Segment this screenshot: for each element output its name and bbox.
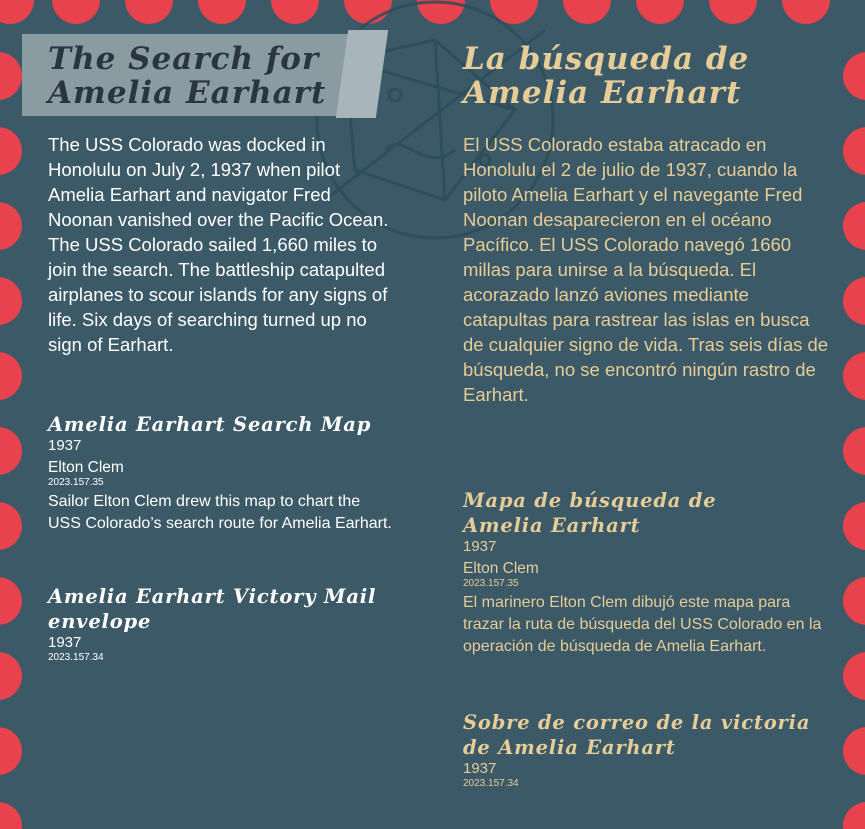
english-title: The Search for Amelia Earhart	[48, 41, 327, 111]
item-accession-number: 2023.157.34	[463, 778, 519, 789]
item-artist: Elton Clem	[463, 560, 539, 577]
item-title: Amelia Earhart Search Map	[48, 413, 372, 436]
spanish-item-envelope	[463, 710, 833, 790]
spanish-item-search-map	[463, 488, 833, 658]
item-artist: Elton Clem	[48, 459, 124, 476]
item-year: 1937	[48, 634, 82, 651]
item-title: Sobre de correo de la victoria de Amelia Earhart	[463, 711, 811, 759]
spanish-body-text: El USS Colorado estaba atracado en Honolulu el 2 de julio de 1937, cuando la piloto Amelia Earhart y el navegante Fred Noonan desaparecieron en el océano Pacífico. El USS Colorado navegó 1660 millas para unirse a la búsqueda. El acorazado lanzó aviones mediante catapultas para rastrear las islas en busca de cualquier signo de vida. Tras seis días de búsqueda, no se encontró ningún rastro de Earhart.	[463, 134, 829, 405]
english-body-text: The USS Colorado was docked in Honolulu on July 2, 1937 when pilot Amelia Earhart and navigator Fred Noonan vanished over the Pacific Ocean. The USS Colorado sailed 1,660 miles to join the search. The battleship catapulted airplanes to scour islands for any signs of life. Six days of searching turned up no sign of Earhart.	[48, 134, 389, 355]
item-year: 1937	[463, 538, 497, 555]
item-title: Mapa de búsqueda de Amelia Earhart	[463, 489, 717, 537]
item-year: 1937	[463, 760, 497, 777]
english-item-envelope	[48, 584, 378, 664]
item-description: Sailor Elton Clem drew this map to chart the USS Colorado’s search route for Amelia Earhart.	[48, 493, 392, 532]
item-accession-number: 2023.157.35	[48, 477, 104, 488]
item-title: Amelia Earhart Victory Mail envelope	[48, 585, 377, 633]
item-accession-number: 2023.157.34	[48, 652, 104, 663]
item-description: El marinero Elton Clem dibujó este mapa para trazar la ruta de búsqueda del USS Colorado en la operación de búsqueda de Amelia Earhart.	[463, 594, 822, 655]
item-accession-number: 2023.157.35	[463, 578, 519, 589]
english-item-search-map	[48, 412, 393, 535]
item-year: 1937	[48, 437, 82, 454]
spanish-title: La búsqueda de Amelia Earhart	[463, 41, 750, 111]
